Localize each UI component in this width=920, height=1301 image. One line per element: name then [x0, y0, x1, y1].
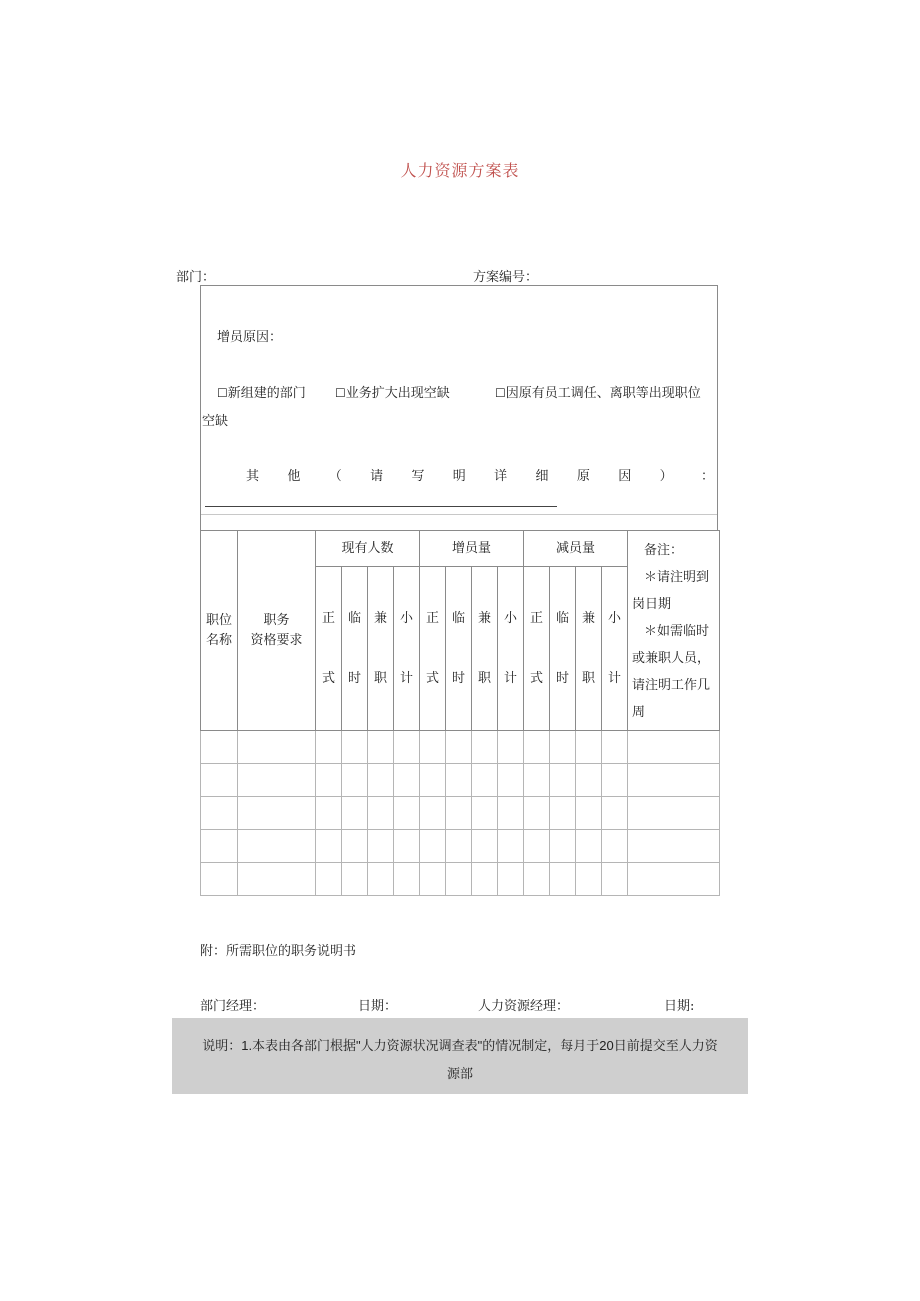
- table-cell[interactable]: [446, 863, 472, 896]
- other-reason-input-line[interactable]: [205, 506, 557, 507]
- table-cell[interactable]: [420, 731, 446, 764]
- table-cell[interactable]: [550, 830, 576, 863]
- plan-number-label: 方案编号：: [473, 270, 539, 285]
- table-cell[interactable]: [316, 764, 342, 797]
- table-cell[interactable]: [576, 731, 602, 764]
- table-cell[interactable]: [394, 731, 420, 764]
- table-cell[interactable]: [524, 830, 550, 863]
- other-char: 其: [246, 469, 260, 484]
- table-cell[interactable]: [550, 764, 576, 797]
- table-cell[interactable]: [576, 830, 602, 863]
- sub-parttime: 兼 职: [368, 567, 394, 731]
- table-cell[interactable]: [628, 731, 720, 764]
- table-cell[interactable]: [342, 731, 368, 764]
- table-cell[interactable]: [446, 764, 472, 797]
- option-new-department[interactable]: [217, 382, 306, 401]
- table-cell[interactable]: [420, 830, 446, 863]
- table-row: [201, 731, 720, 764]
- reason-section: [200, 285, 718, 530]
- option-business-expansion[interactable]: [335, 382, 450, 401]
- current-headcount-header: 现有人数: [316, 531, 420, 567]
- other-char: 因: [618, 469, 632, 484]
- option-label: 新组建的部门: [227, 386, 306, 401]
- table-cell[interactable]: [550, 797, 576, 830]
- other-char: 明: [452, 469, 466, 484]
- table-cell[interactable]: [602, 863, 628, 896]
- table-cell[interactable]: [420, 797, 446, 830]
- table-cell[interactable]: [576, 863, 602, 896]
- table-cell[interactable]: [628, 764, 720, 797]
- table-cell[interactable]: [238, 731, 316, 764]
- other-char: 写: [411, 469, 425, 484]
- notes-line: ＊如需临时: [644, 624, 710, 639]
- date-label-1: 日期：: [358, 999, 398, 1014]
- sub-temporary: 临 时: [446, 567, 472, 731]
- other-char: 原: [576, 469, 590, 484]
- table-cell[interactable]: [524, 797, 550, 830]
- table-cell[interactable]: [394, 863, 420, 896]
- date-label-2: 日期:: [664, 999, 695, 1014]
- table-cell[interactable]: [201, 863, 238, 896]
- table-cell[interactable]: [576, 797, 602, 830]
- hr-manager-label: 人力资源经理：: [478, 999, 570, 1014]
- option-wrap-text: 空缺: [202, 414, 229, 429]
- notes-line: 周: [632, 705, 646, 720]
- table-cell[interactable]: [628, 830, 720, 863]
- sub-formal: 正 式: [420, 567, 446, 731]
- table-cell[interactable]: [201, 764, 238, 797]
- table-row: [201, 830, 720, 863]
- notes-line: 岗日期: [632, 597, 672, 612]
- notes-header: 备注：: [644, 543, 684, 558]
- other-char: ）: [659, 469, 673, 484]
- table-cell[interactable]: [201, 830, 238, 863]
- sub-subtotal: 小 计: [498, 567, 524, 731]
- notes-line: ＊请注明到: [644, 570, 710, 585]
- table-cell[interactable]: [498, 863, 524, 896]
- table-cell[interactable]: [420, 764, 446, 797]
- table-cell[interactable]: [602, 764, 628, 797]
- divider: [201, 514, 717, 515]
- sub-parttime: 兼 职: [576, 567, 602, 731]
- table-cell[interactable]: [524, 731, 550, 764]
- department-label: 部门：: [176, 270, 216, 285]
- sub-subtotal: 小 计: [602, 567, 628, 731]
- sub-parttime: 兼 职: [472, 567, 498, 731]
- page-title: 人力资源方案表: [400, 161, 520, 180]
- notes-cell: [628, 531, 720, 731]
- other-char: 他: [287, 469, 301, 484]
- position-name-header: 职位 名称: [201, 531, 238, 731]
- checkbox-icon[interactable]: ☐: [217, 386, 228, 400]
- increase-header: 增员量: [420, 531, 524, 567]
- table-cell[interactable]: [368, 797, 394, 830]
- sub-temporary: 临 时: [550, 567, 576, 731]
- sub-subtotal: 小 计: [394, 567, 420, 731]
- table-cell[interactable]: [628, 863, 720, 896]
- table-cell[interactable]: [446, 731, 472, 764]
- explanation-line: 源部: [446, 1066, 473, 1081]
- other-char: 详: [494, 469, 508, 484]
- table-cell[interactable]: [472, 863, 498, 896]
- table-cell[interactable]: [316, 797, 342, 830]
- table-cell[interactable]: [201, 797, 238, 830]
- other-reason-prompt: [246, 465, 714, 484]
- other-char: 请: [370, 469, 384, 484]
- table-cell[interactable]: [602, 830, 628, 863]
- table-cell[interactable]: [201, 731, 238, 764]
- table-cell[interactable]: [394, 830, 420, 863]
- table-cell[interactable]: [342, 764, 368, 797]
- reason-label: 增员原因：: [217, 330, 283, 345]
- table-cell[interactable]: [602, 797, 628, 830]
- notes-line: 或兼职人员，: [632, 651, 711, 666]
- table-cell[interactable]: [368, 731, 394, 764]
- table-cell[interactable]: [446, 830, 472, 863]
- table-cell[interactable]: [238, 830, 316, 863]
- table-cell[interactable]: [394, 764, 420, 797]
- sub-formal: 正 式: [524, 567, 550, 731]
- table-cell[interactable]: [342, 863, 368, 896]
- table-row: [201, 764, 720, 797]
- option-label: 业务扩大出现空缺: [345, 386, 450, 401]
- table-cell[interactable]: [498, 830, 524, 863]
- other-char: （: [328, 469, 342, 484]
- table-cell[interactable]: [316, 731, 342, 764]
- attachment-note: 附：所需职位的职务说明书: [200, 944, 357, 959]
- table-cell[interactable]: [472, 830, 498, 863]
- dept-manager-label: 部门经理：: [200, 999, 266, 1014]
- table-cell[interactable]: [446, 797, 472, 830]
- decrease-header: 减员量: [524, 531, 628, 567]
- table-cell[interactable]: [498, 731, 524, 764]
- other-char: 细: [535, 469, 549, 484]
- table-cell[interactable]: [368, 764, 394, 797]
- table-cell[interactable]: [602, 731, 628, 764]
- table-cell[interactable]: [472, 764, 498, 797]
- table-cell[interactable]: [420, 863, 446, 896]
- table-row: [201, 797, 720, 830]
- table-cell[interactable]: [316, 830, 342, 863]
- table-cell[interactable]: [394, 797, 420, 830]
- table-cell[interactable]: [576, 764, 602, 797]
- sub-formal: 正 式: [316, 567, 342, 731]
- table-cell[interactable]: [524, 863, 550, 896]
- table-cell[interactable]: [472, 731, 498, 764]
- notes-line: 请注明工作几: [632, 678, 711, 693]
- requirements-header: 职务 资格要求: [238, 531, 316, 731]
- checkbox-icon[interactable]: ☐: [335, 386, 346, 400]
- table-row: [201, 863, 720, 896]
- table-cell[interactable]: [342, 797, 368, 830]
- staffing-table: [200, 530, 720, 896]
- explanation-box: [172, 1018, 748, 1094]
- table-cell[interactable]: [498, 797, 524, 830]
- table-cell[interactable]: [550, 863, 576, 896]
- checkbox-icon[interactable]: ☐: [495, 386, 506, 400]
- table-cell[interactable]: [628, 797, 720, 830]
- table-cell[interactable]: [238, 863, 316, 896]
- explanation-line: 说明：1.本表由各部门根据"人力资源状况调查表"的情况制定，每月于20日前提交至人力资: [202, 1038, 718, 1053]
- table-cell[interactable]: [498, 764, 524, 797]
- table-cell[interactable]: [238, 797, 316, 830]
- table-cell[interactable]: [550, 731, 576, 764]
- table-cell[interactable]: [368, 863, 394, 896]
- option-label: 因原有员工调任、离职等出现职位: [505, 386, 701, 401]
- table-cell[interactable]: [316, 863, 342, 896]
- sub-temporary: 临 时: [342, 567, 368, 731]
- table-cell[interactable]: [472, 797, 498, 830]
- table-cell[interactable]: [342, 830, 368, 863]
- table-cell[interactable]: [238, 764, 316, 797]
- other-char: ：: [700, 469, 714, 484]
- option-staff-transfer[interactable]: [495, 382, 701, 401]
- table-cell[interactable]: [368, 830, 394, 863]
- table-cell[interactable]: [524, 764, 550, 797]
